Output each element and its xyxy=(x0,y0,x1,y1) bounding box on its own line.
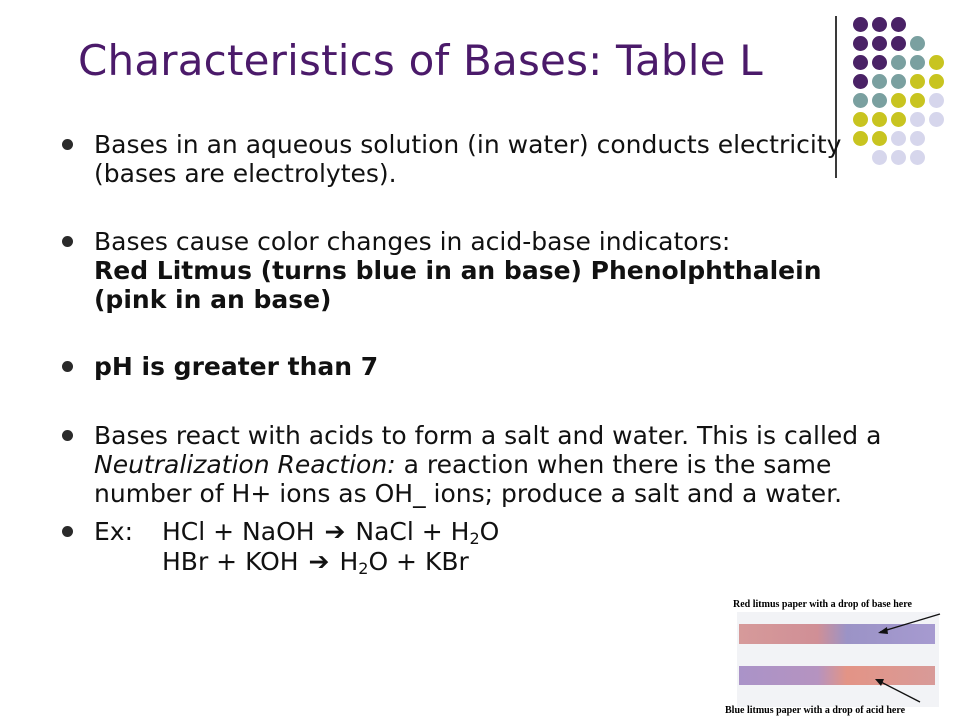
dot xyxy=(929,93,944,108)
bullet-icon xyxy=(62,236,73,247)
eq2-reactants: HBr + KOH xyxy=(162,547,299,576)
equation-2 xyxy=(94,547,890,577)
dot xyxy=(929,74,944,89)
neutralization-term: Neutralization Reaction: xyxy=(94,450,396,479)
dot xyxy=(910,74,925,89)
eq2-products-a: H xyxy=(339,547,359,576)
dot xyxy=(910,112,925,127)
equation-1 xyxy=(94,517,890,547)
dot xyxy=(891,150,906,165)
dot xyxy=(872,36,887,51)
litmus-strips-graphic xyxy=(715,594,960,720)
dot xyxy=(872,74,887,89)
arrow-icon: ➔ xyxy=(308,547,330,576)
dot xyxy=(891,131,906,146)
dot xyxy=(910,93,925,108)
bullet-icon xyxy=(62,430,73,441)
red-litmus-strip xyxy=(739,624,935,644)
dot xyxy=(872,55,887,70)
bullet-list xyxy=(60,130,890,577)
dot xyxy=(853,36,868,51)
litmus-bottom-caption: Blue litmus paper with a drop of acid here xyxy=(725,705,906,716)
dot xyxy=(910,55,925,70)
dot xyxy=(929,55,944,70)
dot xyxy=(853,112,868,127)
arrow-icon: ➔ xyxy=(324,517,346,546)
bullet-example xyxy=(60,517,890,577)
dot xyxy=(891,74,906,89)
dot xyxy=(910,150,925,165)
dot xyxy=(872,93,887,108)
dot xyxy=(891,93,906,108)
dot xyxy=(891,17,906,32)
dot xyxy=(853,93,868,108)
dot xyxy=(891,55,906,70)
eq2-products-b: O + KBr xyxy=(368,547,469,576)
dot xyxy=(853,55,868,70)
dot xyxy=(910,36,925,51)
indicator-details: Red Litmus (turns blue in an base) Phenolphthalein (pink in an base) xyxy=(94,256,822,314)
eq1-reactants: HCl + NaOH xyxy=(162,517,315,546)
bullet-text: Bases cause color changes in acid-base indicators: xyxy=(94,227,731,256)
dot xyxy=(853,17,868,32)
bullet-electrolytes xyxy=(60,130,890,188)
bullet-text: pH is greater than 7 xyxy=(94,352,379,381)
bullet-text-part2: a reaction when there is the same number of H+ ions as OH_ ions; produce a salt and a water. xyxy=(94,450,843,508)
bullet-indicators xyxy=(60,227,890,314)
bullet-text: Bases in an aqueous solution (in water) conducts electricity (bases are electrolytes). xyxy=(94,130,842,188)
eq2-subscript: 2 xyxy=(358,559,369,578)
litmus-paper-image xyxy=(715,594,960,720)
blue-litmus-strip xyxy=(739,666,935,685)
bullet-icon xyxy=(62,361,73,372)
bullet-icon xyxy=(62,526,73,537)
eq1-subscript: 2 xyxy=(469,529,480,548)
dot xyxy=(929,112,944,127)
bullet-icon xyxy=(62,139,73,150)
bullet-text-part1: Bases react with acids to form a salt and water. This is called a xyxy=(94,421,882,450)
dot xyxy=(910,131,925,146)
bullet-ph xyxy=(60,352,890,381)
slide-title: Characteristics of Bases: Table L xyxy=(78,36,763,85)
dot xyxy=(891,112,906,127)
dot xyxy=(853,74,868,89)
eq1-products-b: O xyxy=(479,517,500,546)
eq1-products-a: NaCl + H xyxy=(355,517,470,546)
dot xyxy=(872,112,887,127)
dot xyxy=(891,36,906,51)
example-label: Ex: xyxy=(94,517,134,546)
bullet-neutralization xyxy=(60,421,890,508)
dot xyxy=(872,17,887,32)
litmus-top-caption: Red litmus paper with a drop of base here xyxy=(733,599,912,610)
